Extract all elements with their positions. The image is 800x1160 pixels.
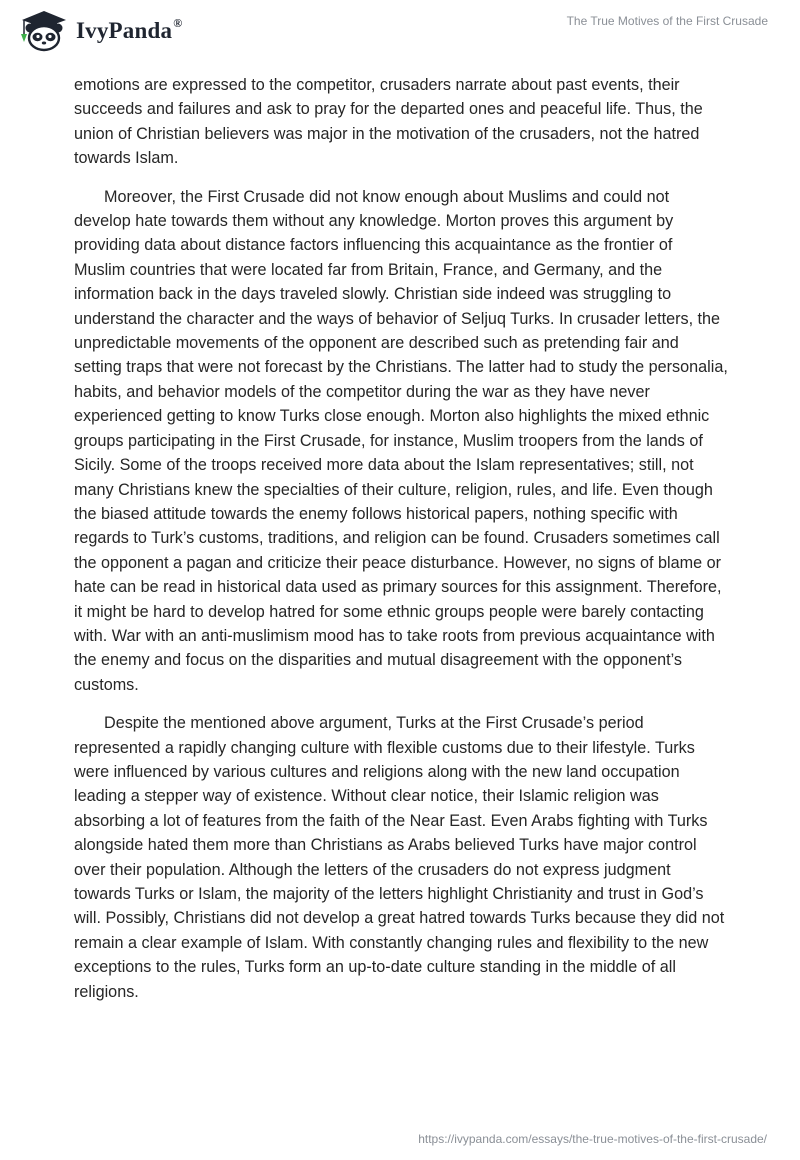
- paragraph: Despite the mentioned above argument, Turks at the First Crusade’s period represented a rapidly changing culture with flexible customs due to their lifestyle. Turks were influenced by various cultures and religions along with the new land occupation leading a stepper way of existence. Without clear notice, their Islamic religion was absorbing a lot of features from the faith of the Near East. Even Arabs fighting with Turks alongside hated them more than Christians as Arabs believed Turks have major control over their population. Although the letters of the crusaders do not express judgment towards Turks or Islam, the majority of the letters highlight Christianity and trust in God’s will. Possibly, Christians did not develop a great hatred towards Turks because they did not remain a clear example of Islam. With constantly changing rules and flexibility to the new exceptions to the rules, Turks form an up-to-date culture standing in the middle of all religions.: [74, 714, 725, 1001]
- paragraph: emotions are expressed to the competitor, crusaders narrate about past events, their succeeds and failures and ask to pray for the departed ones and peaceful life. Thus, the union of Christian believers was major in the motivation of the crusaders, not the hatred towards Islam.: [74, 76, 703, 168]
- registered-mark: ®: [173, 15, 183, 30]
- essay-body: [74, 73, 728, 1018]
- source-url[interactable]: https://ivypanda.com/essays/the-true-motives-of-the-first-crusade/: [418, 1132, 767, 1146]
- document-title: The True Motives of the First Crusade: [566, 14, 768, 28]
- logo-text: IvyPanda: [76, 17, 173, 43]
- ivypanda-logo[interactable]: [14, 8, 182, 52]
- paragraph: Moreover, the First Crusade did not know enough about Muslims and could not develop hate towards them without any knowledge. Morton proves this argument by providing data about distance factors influencing this acquaintance as the frontier of Muslim countries that were located far from Britain, France, and Germany, and the information back in the days traveled slowly. Christian side indeed was struggling to understand the character and the ways of behavior of Seljuq Turks. In crusader letters, the unpredictable movements of the opponent are described such as pretending fair and setting traps that were not forecast by the Christians. The latter had to study the personalia, habits, and behavior models of the competitor during the war as they have never experienced getting to know Turks close enough. Morton also highlights the mixed ethnic groups participating in the First Crusade, for instance, Muslim troopers from the lands of Sicily. Some of the troops received more data about the Islam representatives; still, not many Christians knew the specialties of their culture, religion, rules, and life. Even though the biased attitude towards the enemy follows historical papers, nothing specific with regards to Turk’s customs, traditions, and religion can be found. Crusaders sometimes call the opponent a pagan and criticize their peace disturbance. However, no signs of blame or hate can be read in historical data used as primary sources for this assignment. Therefore, it might be hard to develop hatred for some ethnic groups people were barely contacting with. War with an anti-muslimism mood has to take roots from previous acquaintance with the enemy and focus on the disparities and mutual disagreement with the opponent’s customs.: [74, 187, 728, 694]
- panda-graduate-logo-icon: [14, 8, 70, 52]
- page-header: [0, 0, 800, 60]
- logo-wordmark: [76, 15, 183, 43]
